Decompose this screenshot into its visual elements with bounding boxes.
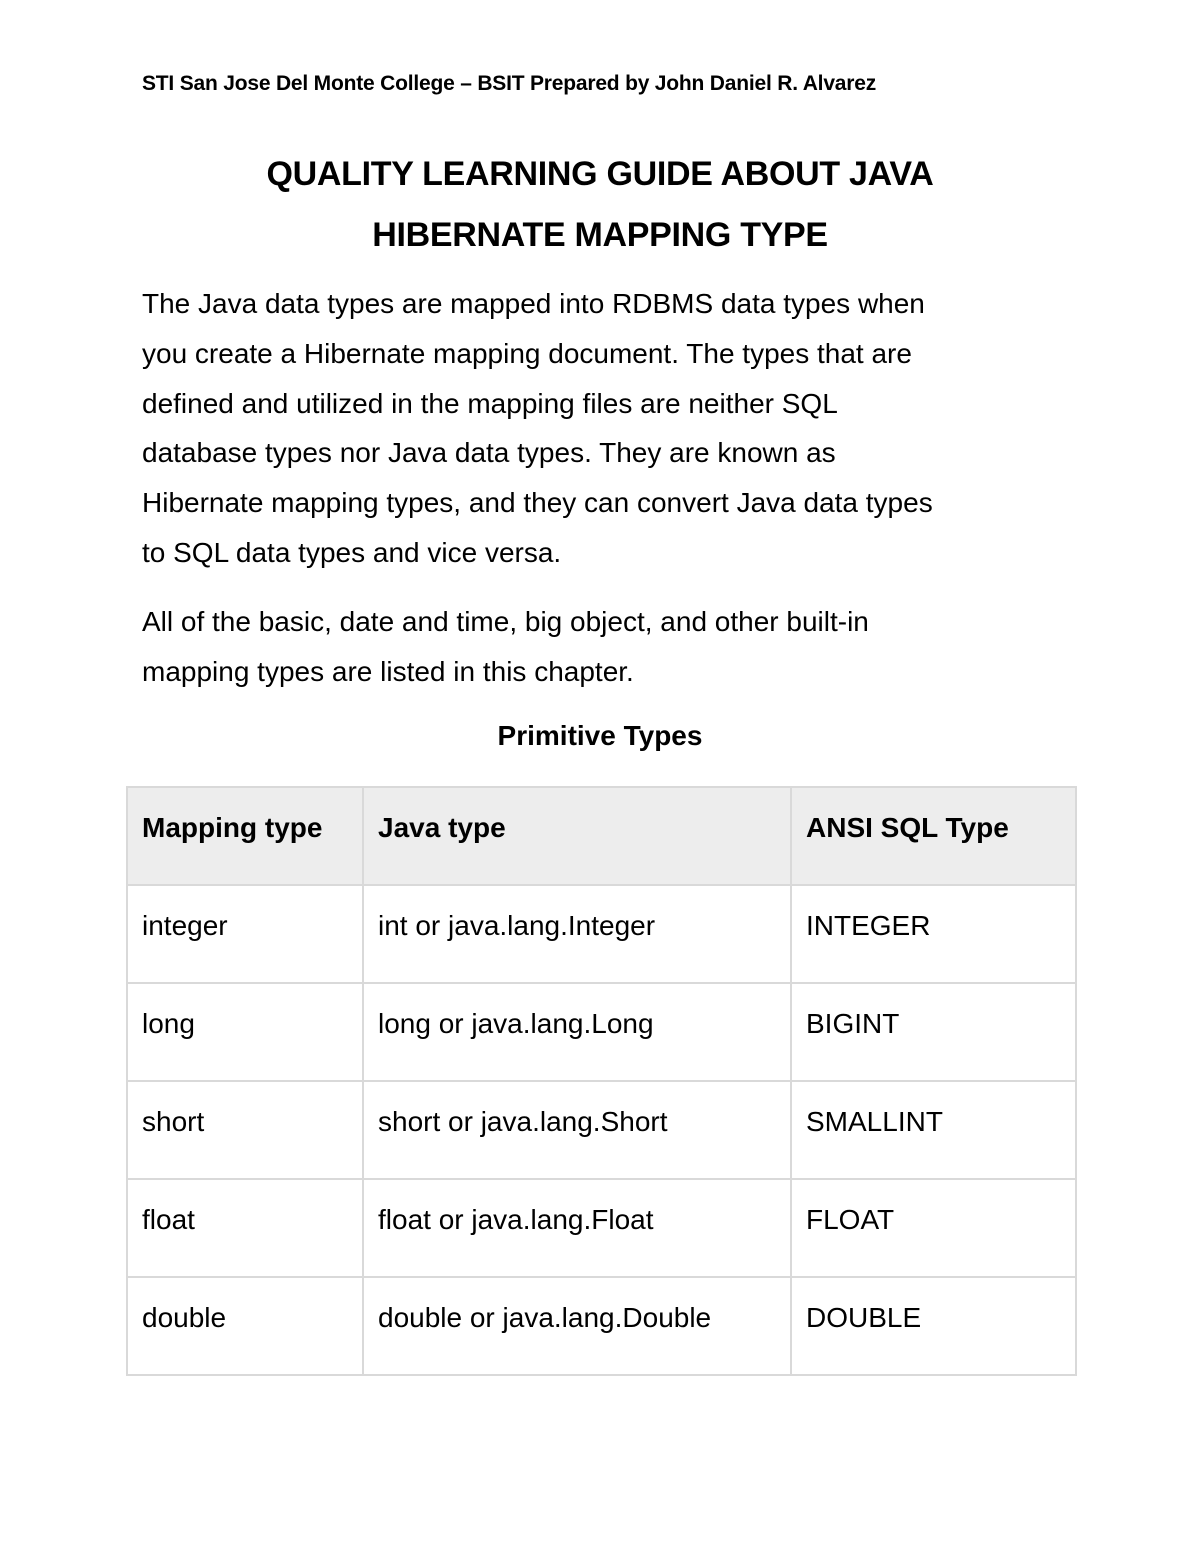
paragraph-line: mapping types are listed in this chapter. bbox=[142, 655, 634, 687]
table-row bbox=[127, 885, 1076, 983]
paragraph-line: All of the basic, date and time, big object, and other built-in bbox=[142, 606, 869, 637]
java-type-cell: long or java.lang.Long bbox=[363, 983, 791, 1081]
table-row bbox=[127, 1277, 1076, 1375]
chapter-summary-paragraph bbox=[142, 597, 1062, 697]
ansi-sql-type-cell: INTEGER bbox=[791, 885, 1076, 983]
java-type-cell: short or java.lang.Short bbox=[363, 1081, 791, 1179]
mapping-type-cell: long bbox=[127, 983, 363, 1081]
intro-paragraph bbox=[142, 279, 1062, 578]
primitive-types-table bbox=[126, 786, 1077, 1376]
java-type-cell: double or java.lang.Double bbox=[363, 1277, 791, 1375]
section-heading-primitive-types: Primitive Types bbox=[497, 720, 703, 751]
column-header-ansi-sql-type: ANSI SQL Type bbox=[791, 787, 1076, 885]
page-header: STI San Jose Del Monte College – BSIT Prepared by John Daniel R. Alvarez bbox=[142, 72, 877, 95]
column-header-java-type: Java type bbox=[363, 787, 791, 885]
paragraph-line: to SQL data types and vice versa. bbox=[142, 536, 562, 568]
paragraph-line: database types nor Java data types. They are known as bbox=[142, 437, 836, 469]
paragraph-line: Hibernate mapping types, and they can convert Java data types bbox=[142, 487, 933, 519]
table-row bbox=[127, 1179, 1076, 1277]
table-header-row bbox=[127, 787, 1076, 885]
ansi-sql-type-cell: BIGINT bbox=[791, 983, 1076, 1081]
paragraph-line: defined and utilized in the mapping files are neither SQL bbox=[142, 387, 838, 419]
title-line-1: QUALITY LEARNING GUIDE ABOUT JAVA bbox=[266, 155, 934, 193]
document-title bbox=[0, 144, 1200, 266]
java-type-cell: float or java.lang.Float bbox=[363, 1179, 791, 1277]
column-header-mapping-type: Mapping type bbox=[127, 787, 363, 885]
mapping-type-cell: float bbox=[127, 1179, 363, 1277]
title-line-2: HIBERNATE MAPPING TYPE bbox=[372, 216, 828, 254]
mapping-type-cell: short bbox=[127, 1081, 363, 1179]
table-row bbox=[127, 983, 1076, 1081]
mapping-type-cell: integer bbox=[127, 885, 363, 983]
ansi-sql-type-cell: FLOAT bbox=[791, 1179, 1076, 1277]
paragraph-line: The Java data types are mapped into RDBMS data types when bbox=[142, 288, 925, 319]
paragraph-line: you create a Hibernate mapping document. The types that are bbox=[142, 337, 912, 369]
table-row bbox=[127, 1081, 1076, 1179]
mapping-type-cell: double bbox=[127, 1277, 363, 1375]
ansi-sql-type-cell: SMALLINT bbox=[791, 1081, 1076, 1179]
java-type-cell: int or java.lang.Integer bbox=[363, 885, 791, 983]
ansi-sql-type-cell: DOUBLE bbox=[791, 1277, 1076, 1375]
